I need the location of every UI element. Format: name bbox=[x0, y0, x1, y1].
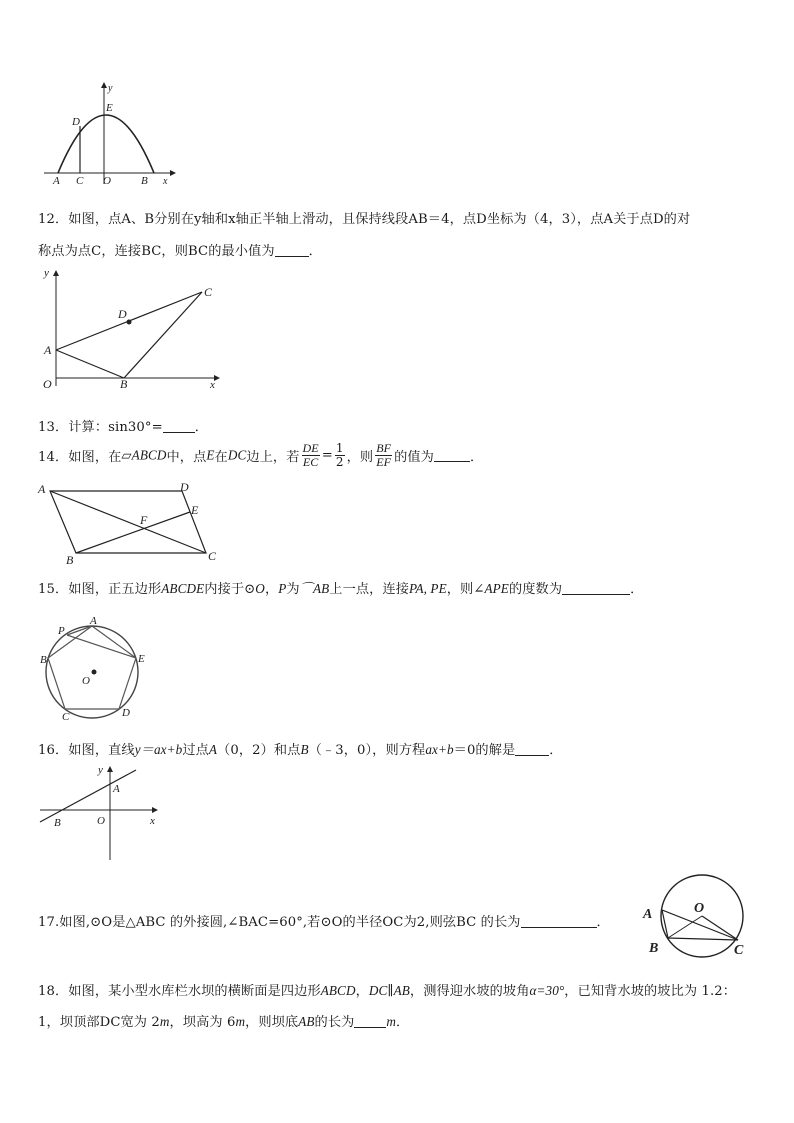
q14-frac3-num: BF bbox=[376, 441, 392, 455]
q15-mid2: ， bbox=[264, 582, 279, 597]
y-axis-arrow bbox=[53, 270, 59, 276]
q18-dc-parallel-ab: DC∥AB bbox=[368, 983, 410, 998]
q12-line2 bbox=[38, 240, 322, 259]
q17-end: ． bbox=[596, 915, 610, 930]
q16-point-b: B bbox=[300, 742, 309, 757]
label-y: y bbox=[44, 267, 49, 279]
q18-alpha: α=30° bbox=[529, 983, 565, 998]
center-o bbox=[92, 670, 97, 675]
label-x: x bbox=[150, 815, 155, 827]
q12-answer-blank[interactable] bbox=[275, 244, 309, 257]
q15-angle: ∠APE bbox=[473, 581, 509, 596]
segment-bc bbox=[124, 292, 202, 378]
q18-line1c: ，已知背水坡的坡比为 1.2： bbox=[564, 984, 737, 999]
label-a: A bbox=[643, 907, 653, 922]
label-b: B bbox=[40, 654, 47, 666]
q14-frac1-num: DE bbox=[302, 441, 319, 455]
q16-line bbox=[38, 739, 563, 758]
q18-line2b: ，坝高为 6 bbox=[169, 1015, 236, 1030]
label-o: O bbox=[694, 901, 705, 916]
q16-prefix: 16．如图，直线 bbox=[38, 743, 135, 758]
q15-mid1: 内接于 bbox=[204, 582, 245, 597]
q14-fraction-bf-ef bbox=[375, 442, 392, 469]
q18-line1b: ，测得迎水坡的坡角 bbox=[409, 984, 530, 999]
q16-point-a: A bbox=[208, 742, 218, 757]
x-axis-arrow bbox=[152, 807, 158, 813]
q13-answer-blank[interactable] bbox=[163, 420, 195, 433]
q14-prefix: 14．如图，在 bbox=[38, 450, 122, 465]
q14-parallelogram: ▱ABCD bbox=[121, 447, 167, 463]
q18-line1 bbox=[38, 980, 736, 999]
x-axis-arrow bbox=[214, 375, 220, 381]
q14-fraction-de-ec bbox=[302, 442, 320, 469]
q14-frac2-den: 2 bbox=[335, 455, 344, 469]
x-axis-arrow bbox=[170, 170, 176, 176]
q15-arc: ⌒AB bbox=[299, 581, 330, 596]
q15-prefix: 15．如图，正五边形 bbox=[38, 582, 162, 597]
figure-q16 bbox=[34, 760, 174, 864]
q16-equation: y＝ax+b bbox=[134, 742, 183, 757]
segment-pe bbox=[67, 635, 136, 658]
q15-mid5: ，则 bbox=[446, 582, 474, 597]
q16-answer-blank[interactable] bbox=[515, 743, 549, 756]
label-d: D bbox=[122, 707, 130, 719]
q16-end: ． bbox=[549, 743, 563, 758]
label-p: P bbox=[58, 625, 65, 637]
label-y: y bbox=[98, 764, 103, 776]
q15-pa-pe: PA, PE bbox=[409, 581, 447, 596]
q14-frac3-den: EF bbox=[376, 455, 392, 469]
q17-text: 17.如图,⊙O是△ABC 的外接圆,∠BAC=60°,若⊙O的半径OC为2,则弦BC 的长为 bbox=[38, 915, 521, 930]
q14-answer-blank[interactable] bbox=[434, 449, 470, 462]
q18-unit-m3: m bbox=[386, 1014, 397, 1029]
label-a: A bbox=[90, 615, 97, 627]
q12-line1: 12．如图，点A、B分别在y轴和x轴正半轴上滑动，且保持线段AB＝4，点D坐标为（4，3），点A关于点D的对 bbox=[38, 212, 691, 227]
label-x: x bbox=[163, 176, 168, 187]
q12-end: ． bbox=[308, 244, 322, 259]
q15-circle: ⊙O bbox=[244, 581, 265, 596]
label-d: D bbox=[118, 307, 127, 321]
q15-end: ． bbox=[630, 582, 644, 597]
q18-line2 bbox=[38, 1011, 409, 1030]
label-c: C bbox=[734, 943, 744, 958]
q15-answer-blank[interactable] bbox=[562, 582, 630, 595]
q18-abcd: ABCD bbox=[320, 983, 356, 998]
q14-mid2: 在 bbox=[214, 450, 228, 465]
label-f: F bbox=[140, 513, 148, 527]
point-d bbox=[127, 320, 132, 325]
q18-line1a: 18．如图，某小型水库栏水坝的横断面是四边形 bbox=[38, 984, 321, 999]
q14-fraction-half bbox=[335, 442, 345, 469]
q17-line bbox=[38, 911, 610, 930]
label-c: C bbox=[208, 549, 217, 563]
q14-dc: DC bbox=[227, 447, 247, 463]
label-o: O bbox=[82, 675, 90, 687]
q14-mid1: 中，点 bbox=[166, 450, 207, 465]
q18-line2c: ，则坝底 bbox=[245, 1015, 299, 1030]
label-e: E bbox=[191, 503, 199, 517]
label-b: B bbox=[120, 377, 128, 391]
q13-end: ． bbox=[194, 420, 209, 435]
q18-answer-blank[interactable] bbox=[354, 1015, 386, 1028]
q14-eq: = bbox=[321, 448, 333, 463]
q13-line bbox=[38, 416, 208, 435]
y-axis-arrow bbox=[101, 82, 107, 88]
q16-mid3: （﹣3，0），则方程 bbox=[308, 743, 426, 758]
q12-line2-text: 称点为点C，连接BC，则BC的最小值为 bbox=[38, 244, 275, 259]
label-c: C bbox=[76, 175, 84, 187]
figure-parabola bbox=[40, 80, 180, 190]
label-b: B bbox=[66, 553, 74, 567]
q15-mid3: 为 bbox=[286, 582, 300, 597]
q18-ab: AB bbox=[298, 1014, 315, 1029]
figure-q12 bbox=[36, 262, 226, 392]
q16-suffix: ＝0的解是 bbox=[453, 743, 516, 758]
label-c: C bbox=[204, 285, 213, 299]
q16-mid1: 过点 bbox=[182, 743, 209, 758]
label-a: A bbox=[44, 343, 52, 357]
label-d: D bbox=[72, 116, 80, 128]
label-y: y bbox=[108, 83, 113, 94]
label-o: O bbox=[103, 175, 111, 187]
q18-unit-m1: m bbox=[159, 1014, 170, 1029]
label-a: A bbox=[53, 175, 60, 187]
q15-pentagon: ABCDE bbox=[161, 581, 205, 596]
q18-line2d: 的长为 bbox=[314, 1015, 355, 1030]
q18-end: ． bbox=[396, 1015, 410, 1030]
diagonal-ac bbox=[50, 491, 206, 553]
q14-frac2-num: 1 bbox=[335, 441, 344, 455]
figure-q14 bbox=[34, 478, 234, 568]
label-a: A bbox=[113, 783, 120, 795]
q14-end: ． bbox=[469, 450, 484, 465]
label-b: B bbox=[141, 175, 148, 187]
q14-point-e: E bbox=[206, 447, 215, 463]
q14-frac1-den: EC bbox=[302, 455, 319, 469]
q15-mid4: 上一点，连接 bbox=[329, 582, 410, 597]
q16-mid2: （0，2）和点 bbox=[217, 743, 301, 758]
q14-suffix: 的值为 bbox=[394, 450, 434, 465]
label-o: O bbox=[97, 815, 105, 827]
segment-ab bbox=[56, 350, 124, 378]
label-c: C bbox=[62, 711, 70, 723]
y-axis-arrow bbox=[107, 766, 113, 772]
q14-line bbox=[38, 442, 483, 469]
figure-q15 bbox=[36, 612, 160, 724]
label-b: B bbox=[54, 817, 61, 829]
segment-be bbox=[76, 512, 190, 553]
q13-text: 13．计算：sin30°= bbox=[38, 420, 163, 435]
q15-suffix: 的度数为 bbox=[508, 582, 563, 597]
label-x: x bbox=[210, 379, 215, 391]
label-b: B bbox=[649, 941, 659, 956]
q18-unit-m2: m bbox=[235, 1014, 246, 1029]
q18-sep1: ， bbox=[355, 984, 369, 999]
q14-mid3: 边上，若 bbox=[246, 450, 300, 465]
line-ab bbox=[40, 770, 136, 822]
q17-answer-blank[interactable] bbox=[521, 915, 597, 928]
q14-mid4: ，则 bbox=[346, 450, 374, 465]
label-a: A bbox=[38, 482, 46, 496]
label-d: D bbox=[180, 480, 189, 494]
label-o: O bbox=[43, 377, 52, 391]
q18-line2a: 1，坝顶部DC宽为 2 bbox=[38, 1015, 160, 1030]
figure-q17 bbox=[640, 872, 760, 962]
q15-point-p: P bbox=[278, 581, 287, 596]
q16-expression: ax+b bbox=[425, 742, 454, 757]
label-e: E bbox=[106, 102, 113, 114]
q15-line bbox=[38, 578, 643, 597]
label-e: E bbox=[138, 653, 145, 665]
